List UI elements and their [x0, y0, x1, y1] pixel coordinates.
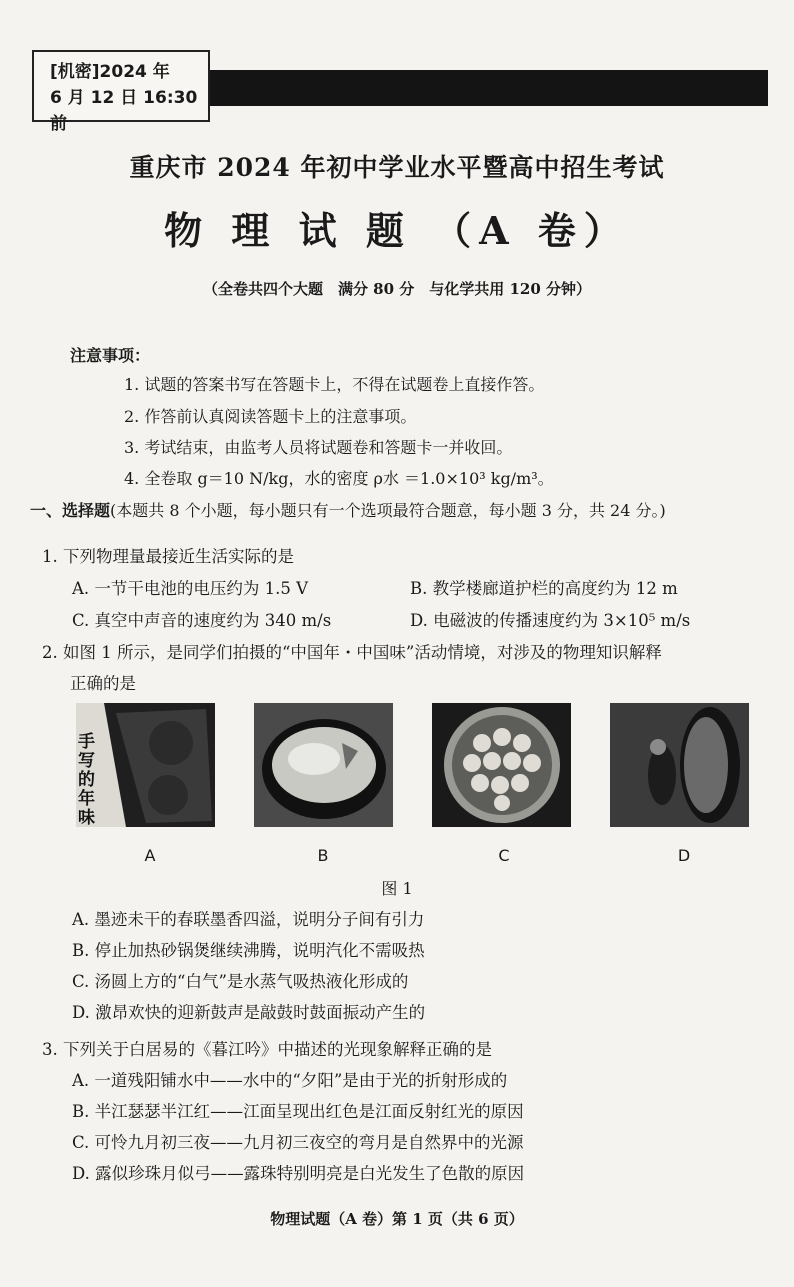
q2-stem-line-2: 正确的是: [70, 674, 136, 693]
notice-item-4: 4. 全卷取 g＝10 N/kg，水的密度 ρ水 ＝1.0×10³ kg/m³。: [124, 469, 554, 488]
q2-option-d: D. 激昂欢快的迎新鼓声是敲鼓时鼓面振动产生的: [72, 1003, 426, 1022]
photo-c-tangyuan: [432, 703, 571, 827]
casserole-illustration: [254, 703, 393, 827]
q3-option-d: D. 露似珍珠月似弓——露珠特别明亮是白光发生了色散的原因: [72, 1164, 525, 1183]
figure-label-c: C: [498, 846, 510, 865]
page-footer: 物理试题（A 卷）第 1 页（共 6 页）: [270, 1210, 524, 1228]
photo-d-drum: [610, 703, 749, 827]
figure-caption: 图 1: [381, 879, 413, 898]
confidential-box: [32, 50, 210, 134]
section-description: (本题共 8 个小题，每小题只有一个选项最符合题意，每小题 3 分，共 24 分。): [110, 501, 666, 520]
q1-option-c: C. 真空中声音的速度约为 340 m/s: [72, 611, 332, 630]
q1-option-b: B. 教学楼廊道护栏的高度约为 12 m: [410, 579, 678, 598]
figure-label-d: D: [677, 846, 691, 865]
tangyuan-illustration: [432, 703, 571, 827]
exam-title: 重庆市 2024 年初中学业水平暨高中招生考试: [129, 153, 665, 182]
section-title: 一、选择题: [30, 501, 111, 520]
q1-stem: 1. 下列物理量最接近生活实际的是: [42, 547, 294, 566]
photo-a-spring-couplet: [76, 703, 215, 827]
q1-option-d: D. 电磁波的传播速度约为 3×10⁵ m/s: [410, 611, 691, 630]
q2-option-a: A. 墨迹未干的春联墨香四溢，说明分子间有引力: [72, 910, 425, 929]
figure-label-b: B: [317, 846, 329, 865]
notice-item-1: 1. 试题的答案书写在答题卡上，不得在试题卷上直接作答。: [124, 375, 545, 394]
notice-item-2: 2. 作答前认真阅读答题卡上的注意事项。: [124, 407, 417, 426]
photo-a-calligraphy: 手写的年味: [78, 732, 95, 827]
confidential-line-2: 6 月 12 日 16:30 前: [50, 88, 198, 134]
q3-stem: 3. 下列关于白居易的《暮江吟》中描述的光现象解释正确的是: [42, 1040, 492, 1059]
q2-stem-line-1: 2. 如图 1 所示，是同学们拍摄的“中国年・中国味”活动情境，对涉及的物理知识解释: [42, 643, 662, 662]
notice-heading: 注意事项：: [70, 346, 151, 365]
confidential-line-1: [机密]2024 年: [50, 62, 170, 82]
q2-option-b: B. 停止加热砂锅煲继续沸腾，说明汽化不需吸热: [72, 941, 425, 960]
exam-subtitle: （全卷共四个大题 满分 80 分 与化学共用 120 分钟）: [202, 280, 592, 298]
figure-label-a: A: [144, 846, 156, 865]
q1-option-a: A. 一节干电池的电压约为 1.5 V: [72, 579, 309, 598]
notice-item-3: 3. 考试结束，由监考人员将试题卷和答题卡一并收回。: [124, 438, 513, 457]
paper-title: 物 理 试 题 （A 卷）: [164, 208, 630, 253]
photo-b-casserole: [254, 703, 393, 827]
header-black-bar: [208, 70, 768, 106]
q3-option-c: C. 可怜九月初三夜——九月初三夜空的弯月是自然界中的光源: [72, 1133, 524, 1152]
q3-option-b: B. 半江瑟瑟半江红——江面呈现出红色是江面反射红光的原因: [72, 1102, 524, 1121]
section-heading: [30, 498, 666, 521]
q3-option-a: A. 一道残阳铺水中——水中的“夕阳”是由于光的折射形成的: [72, 1071, 508, 1090]
drum-illustration: [610, 703, 749, 827]
q2-option-c: C. 汤圆上方的“白气”是水蒸气吸热液化形成的: [72, 972, 409, 991]
